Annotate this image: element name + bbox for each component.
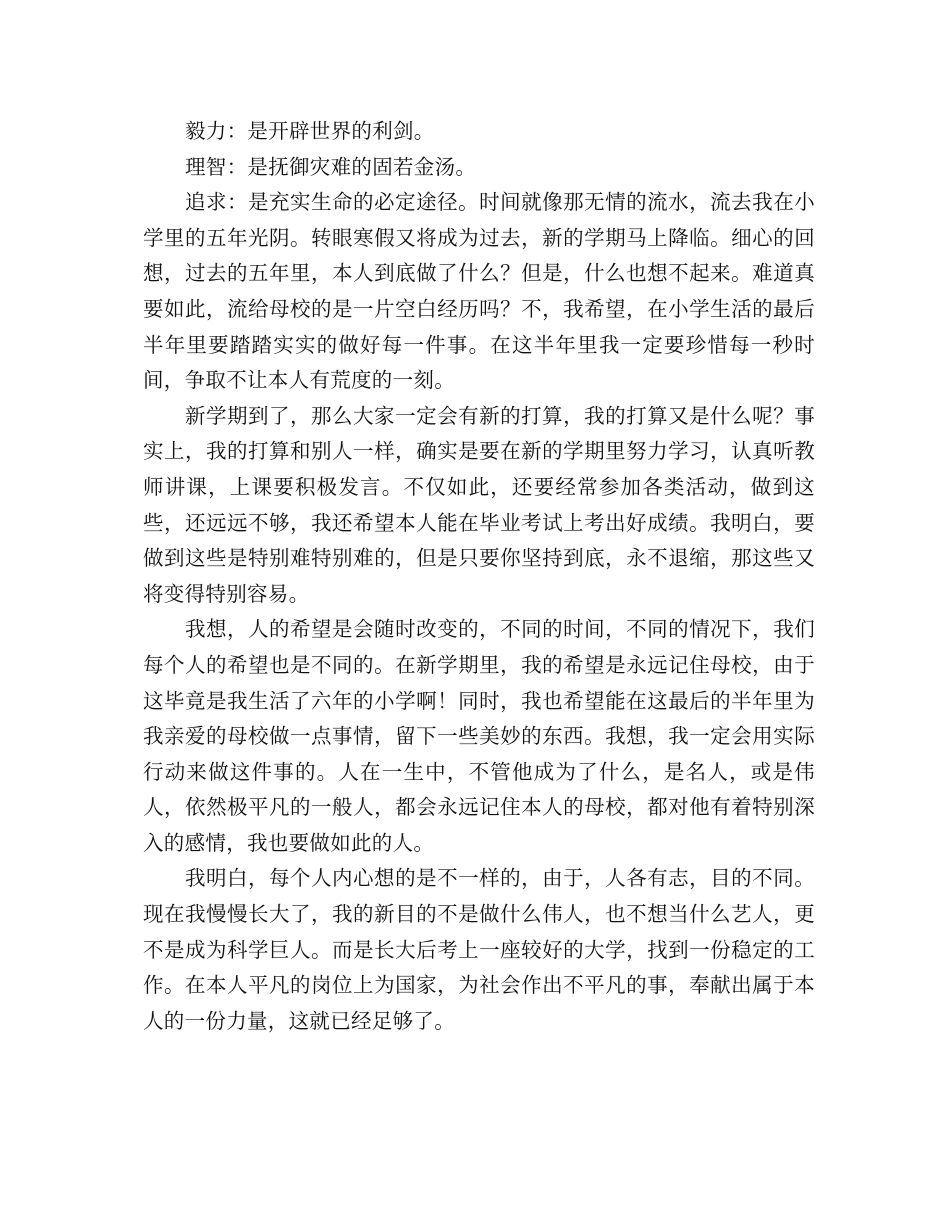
paragraph-new-semester-plan: 新学期到了，那么大家一定会有新的打算，我的打算又是什么呢？事实上，我的打算和别人一样，确实是要在新的学期里努力学习，认真听教师讲课，上课要积极发言。不仅如此，还要经常参加各类活动，做到这些，还远远不够，我还希望本人能在毕业考试上考出好成绩。我明白，要做到这些是特别难特别难的，但是只要你坚持到底，永不退缩，那这些又将变得特别容易。: [143, 403, 815, 606]
paragraph-perseverance: 毅力：是开辟世界的利剑。: [185, 119, 435, 143]
paragraph-goal: 我明白，每个人内心想的是不一样的，由于，人各有志，目的不同。现在我慢慢长大了，我的新目的不是做什么伟人，也不想当什么艺人，更不是成为科学巨人。而是长大后考上一座较好的大学，找到一份稳定的工作。在本人平凡的岗位上为国家，为社会作出不平凡的事，奉献出属于本人的一份力量，这就已经足够了。: [143, 866, 815, 1033]
paragraph-hope: 我想，人的希望是会随时改变的，不同的时间，不同的情况下，我们每个人的希望也是不同的。在新学期里，我的希望是永远记住母校，由于这毕竟是我生活了六年的小学啊！同时，我也希望能在这最后的半年里为我亲爱的母校做一点事情，留下一些美妙的东西。我想，我一定会用实际行动来做这件事的。人在一生中，不管他成为了什么，是名人，或是伟人，依然极平凡的一般人，都会永远记住本人的母校，都对他有着特别深入的感情，我也要做如此的人。: [143, 617, 815, 855]
paragraph-pursuit: 追求：是充实生命的必定途径。时间就像那无情的流水，流去我在小学里的五年光阴。转眼寒假又将成为过去，新的学期马上降临。细心的回想，过去的五年里，本人到底做了什么？但是，什么也想不起来。难道真要如此，流给母校的是一片空白经历吗？不，我希望，在小学生活的最后半年里要踏踏实实的做好每一件事。在这半年里我一定要珍惜每一秒时间，争取不让本人有荒度的一刻。: [143, 190, 815, 393]
paragraph-reason: 理智：是抚御灾难的固若金汤。: [185, 154, 477, 179]
document-body: [143, 114, 815, 1039]
